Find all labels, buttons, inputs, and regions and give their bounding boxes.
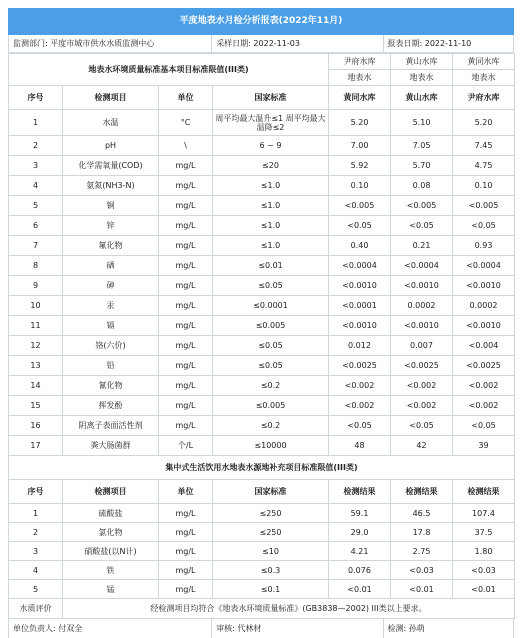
table-cell: 阴离子表面活性剂 [63,416,159,436]
table-row [9,136,515,156]
tester: 检测: 孙萌 [387,624,425,633]
section1-header-row [9,86,515,110]
table-cell: 4 [9,176,63,196]
table-cell: mg/L [159,336,213,356]
unit-leader: 单位负责人: 付双全 [9,619,212,638]
table-cell: ≤1.0 [213,176,329,196]
table-cell: 0.0002 [453,296,515,316]
table-cell: <0.002 [329,376,391,396]
table-cell: 6 [9,216,63,236]
column-header: 单位 [159,86,213,110]
column-header: 检测结果 [391,480,453,504]
table-cell: mg/L [159,236,213,256]
table-row [9,396,515,416]
table-cell: 4 [9,561,63,580]
table-cell: 4.21 [329,542,391,561]
table-row [9,316,515,336]
table-cell: mg/L [159,356,213,376]
site-header-top: 黄山水库 [391,54,453,70]
table-row [9,216,515,236]
table-cell: <0.0001 [329,296,391,316]
table-cell: <0.03 [453,561,515,580]
table-cell: 0.10 [329,176,391,196]
table-cell: 4.75 [453,156,515,176]
table-cell: 0.007 [391,336,453,356]
table-cell: 107.4 [453,504,515,523]
table-cell: 9 [9,276,63,296]
table-cell: 46.5 [391,504,453,523]
table-cell: <0.0010 [391,276,453,296]
table-cell: 氰化物 [63,376,159,396]
table-cell: mg/L [159,580,213,599]
table-cell: mg/L [159,561,213,580]
monitoring-department: 监测部门: 平度市城市供水水质监测中心 [9,35,212,52]
section1-title: 地表水环境质量标准基本项目标准限值(III类) [9,54,329,86]
table-cell: 16 [9,416,63,436]
table-cell: 0.012 [329,336,391,356]
table-cell: mg/L [159,156,213,176]
report-meta [8,35,514,53]
table-cell: 周平均最大温升≤1 周平均最大温降≤2 [213,110,329,136]
column-header: 国家标准 [213,86,329,110]
table-cell: ≤10000 [213,436,329,456]
table-cell: 5 [9,196,63,216]
table-cell: mg/L [159,416,213,436]
column-header: 检测项目 [63,86,159,110]
table-cell: ≤0.05 [213,336,329,356]
table-row [9,504,515,523]
table-row [9,236,515,256]
table-cell: 硝酸盐(以N计) [63,542,159,561]
table-cell: 0.076 [329,561,391,580]
table-cell: <0.002 [329,396,391,416]
table-cell: 铜 [63,196,159,216]
table-cell: <0.002 [453,396,515,416]
site-header-top: 黄同水库 [453,54,515,70]
table-cell: 6 ~ 9 [213,136,329,156]
table-cell: ≤0.01 [213,256,329,276]
table-cell: ≤250 [213,523,329,542]
column-header: 黄山水库 [391,86,453,110]
table-cell: 1.80 [453,542,515,561]
table-cell: ≤0.005 [213,316,329,336]
table-row [9,416,515,436]
table-cell: 7.00 [329,136,391,156]
table-cell: ≤250 [213,504,329,523]
site-header-top: 尹府水库 [329,54,391,70]
table-cell: 个/L [159,436,213,456]
table-cell: <0.05 [453,416,515,436]
table-cell: 14 [9,376,63,396]
table-cell: 17 [9,436,63,456]
table-cell: 氯化物 [63,523,159,542]
table-cell: ≤1.0 [213,196,329,216]
table-cell: <0.0010 [329,276,391,296]
table-cell: 7.05 [391,136,453,156]
table-cell: <0.0010 [329,316,391,336]
section2-header-row [9,480,515,504]
table-cell: 2 [9,523,63,542]
table-row [9,356,515,376]
results-table [8,53,515,619]
table-cell: mg/L [159,196,213,216]
table-cell: 0.40 [329,236,391,256]
table-row [9,376,515,396]
table-cell: <0.002 [391,376,453,396]
table-cell: <0.05 [391,416,453,436]
table-row [9,196,515,216]
table-cell: 0.0002 [391,296,453,316]
table-cell: 化学需氧量(COD) [63,156,159,176]
report-footer [8,619,514,638]
table-cell: <0.0010 [453,276,515,296]
table-cell: 37.5 [453,523,515,542]
table-cell: 砷 [63,276,159,296]
table-cell: <0.0025 [391,356,453,376]
table-cell: <0.01 [391,580,453,599]
table-cell: 氨氮(NH3-N) [63,176,159,196]
table-row [9,176,515,196]
column-header: 序号 [9,86,63,110]
table-cell: 48 [329,436,391,456]
table-cell: 13 [9,356,63,376]
table-row [9,580,515,599]
table-cell: 镉 [63,316,159,336]
table-cell: 硒 [63,256,159,276]
table-cell: mg/L [159,523,213,542]
table-cell: <0.005 [391,196,453,216]
column-header: 检测项目 [63,480,159,504]
table-cell: 0.08 [391,176,453,196]
table-cell: 17.8 [391,523,453,542]
table-cell: <0.05 [453,216,515,236]
table-cell: <0.0010 [453,316,515,336]
table-cell: 0.21 [391,236,453,256]
column-header: 黄同水库 [329,86,391,110]
table-cell: 锰 [63,580,159,599]
table-cell: 5.70 [391,156,453,176]
table-cell: 1 [9,110,63,136]
table-cell: 8 [9,256,63,276]
table-cell: ≤20 [213,156,329,176]
table-cell: ≤1.0 [213,216,329,236]
table-cell: 11 [9,316,63,336]
table-cell: 5 [9,580,63,599]
table-cell: °C [159,110,213,136]
table-cell: 12 [9,336,63,356]
table-row [9,336,515,356]
table-row [9,436,515,456]
table-cell: 氟化物 [63,236,159,256]
table-cell: <0.0004 [329,256,391,276]
table-cell: 3 [9,542,63,561]
column-header: 国家标准 [213,480,329,504]
table-cell: 39 [453,436,515,456]
site-header-bottom: 地表水 [453,70,515,86]
evaluation-row [9,599,515,619]
table-cell: mg/L [159,256,213,276]
column-header: 检测结果 [453,480,515,504]
table-cell: <0.002 [391,396,453,416]
table-cell: 5.92 [329,156,391,176]
sample-date: 采样日期: 2022-11-03 [212,35,383,52]
table-cell: ≤0.3 [213,561,329,580]
table-cell: 7 [9,236,63,256]
table-cell: ≤0.0001 [213,296,329,316]
table-cell: ≤0.005 [213,396,329,416]
table-cell: 5.20 [453,110,515,136]
table-row [9,296,515,316]
table-row [9,542,515,561]
table-cell: 锌 [63,216,159,236]
table-cell: <0.005 [329,196,391,216]
table-cell: 10 [9,296,63,316]
table-cell: <0.0025 [329,356,391,376]
column-header: 序号 [9,480,63,504]
table-cell: <0.0004 [453,256,515,276]
table-cell: 铁 [63,561,159,580]
table-cell: <0.002 [453,376,515,396]
table-row [9,523,515,542]
column-header: 检测结果 [329,480,391,504]
table-cell: 水温 [63,110,159,136]
table-row [9,110,515,136]
table-cell: ≤0.1 [213,580,329,599]
table-cell: 42 [391,436,453,456]
table-cell: <0.03 [391,561,453,580]
table-cell: 汞 [63,296,159,316]
report-title: 平度地表水月检分析报表(2022年11月) [8,8,514,35]
table-cell: <0.05 [329,416,391,436]
table-cell: 29.0 [329,523,391,542]
table-cell: 粪大肠菌群 [63,436,159,456]
table-cell: 铬(六价) [63,336,159,356]
table-cell: mg/L [159,316,213,336]
table-cell: 0.10 [453,176,515,196]
table-cell: <0.01 [453,580,515,599]
section2-title: 集中式生活饮用水地表水源地补充项目标准限值(III类) [9,456,515,480]
table-cell: 3 [9,156,63,176]
table-cell: <0.004 [453,336,515,356]
table-cell: mg/L [159,276,213,296]
table-cell: mg/L [159,504,213,523]
table-cell: 1 [9,504,63,523]
table-cell: mg/L [159,376,213,396]
table-cell: ≤0.2 [213,416,329,436]
table-cell: <0.0025 [453,356,515,376]
table-cell: <0.0004 [391,256,453,276]
table-cell: mg/L [159,176,213,196]
table-cell: 15 [9,396,63,416]
table-cell: 硫酸盐 [63,504,159,523]
table-cell: mg/L [159,216,213,236]
evaluation-label: 水质评价 [9,599,63,619]
report-date: 报表日期: 2022-11-10 [387,39,472,48]
table-cell: ≤0.2 [213,376,329,396]
table-cell: ≤0.05 [213,276,329,296]
table-cell: 2.75 [391,542,453,561]
table-cell: 2 [9,136,63,156]
table-cell: <0.05 [391,216,453,236]
table-cell: 0.93 [453,236,515,256]
column-header: 尹府水库 [453,86,515,110]
table-cell: 挥发酚 [63,396,159,416]
table-cell: mg/L [159,296,213,316]
site-header-bottom: 地表水 [391,70,453,86]
table-cell: mg/L [159,396,213,416]
table-cell: ≤10 [213,542,329,561]
table-row [9,561,515,580]
table-row [9,256,515,276]
table-row [9,276,515,296]
table-row [9,156,515,176]
table-cell: <0.005 [453,196,515,216]
table-cell: pH [63,136,159,156]
table-cell: \ [159,136,213,156]
table-cell: <0.0010 [391,316,453,336]
column-header: 单位 [159,480,213,504]
table-cell: ≤0.05 [213,356,329,376]
table-cell: 铅 [63,356,159,376]
table-cell: 5.10 [391,110,453,136]
table-cell: 59.1 [329,504,391,523]
evaluation-text: 经检测项目均符合《地表水环境质量标准》(GB3838—2002) III类以上要求。 [63,599,515,619]
table-cell: ≤1.0 [213,236,329,256]
site-header-bottom: 地表水 [329,70,391,86]
reviewer: 审核: 代林材 [212,619,383,638]
table-cell: mg/L [159,542,213,561]
table-cell: <0.01 [329,580,391,599]
table-cell: 7.45 [453,136,515,156]
table-cell: 5.20 [329,110,391,136]
table-cell: <0.05 [329,216,391,236]
report-page [8,8,514,638]
